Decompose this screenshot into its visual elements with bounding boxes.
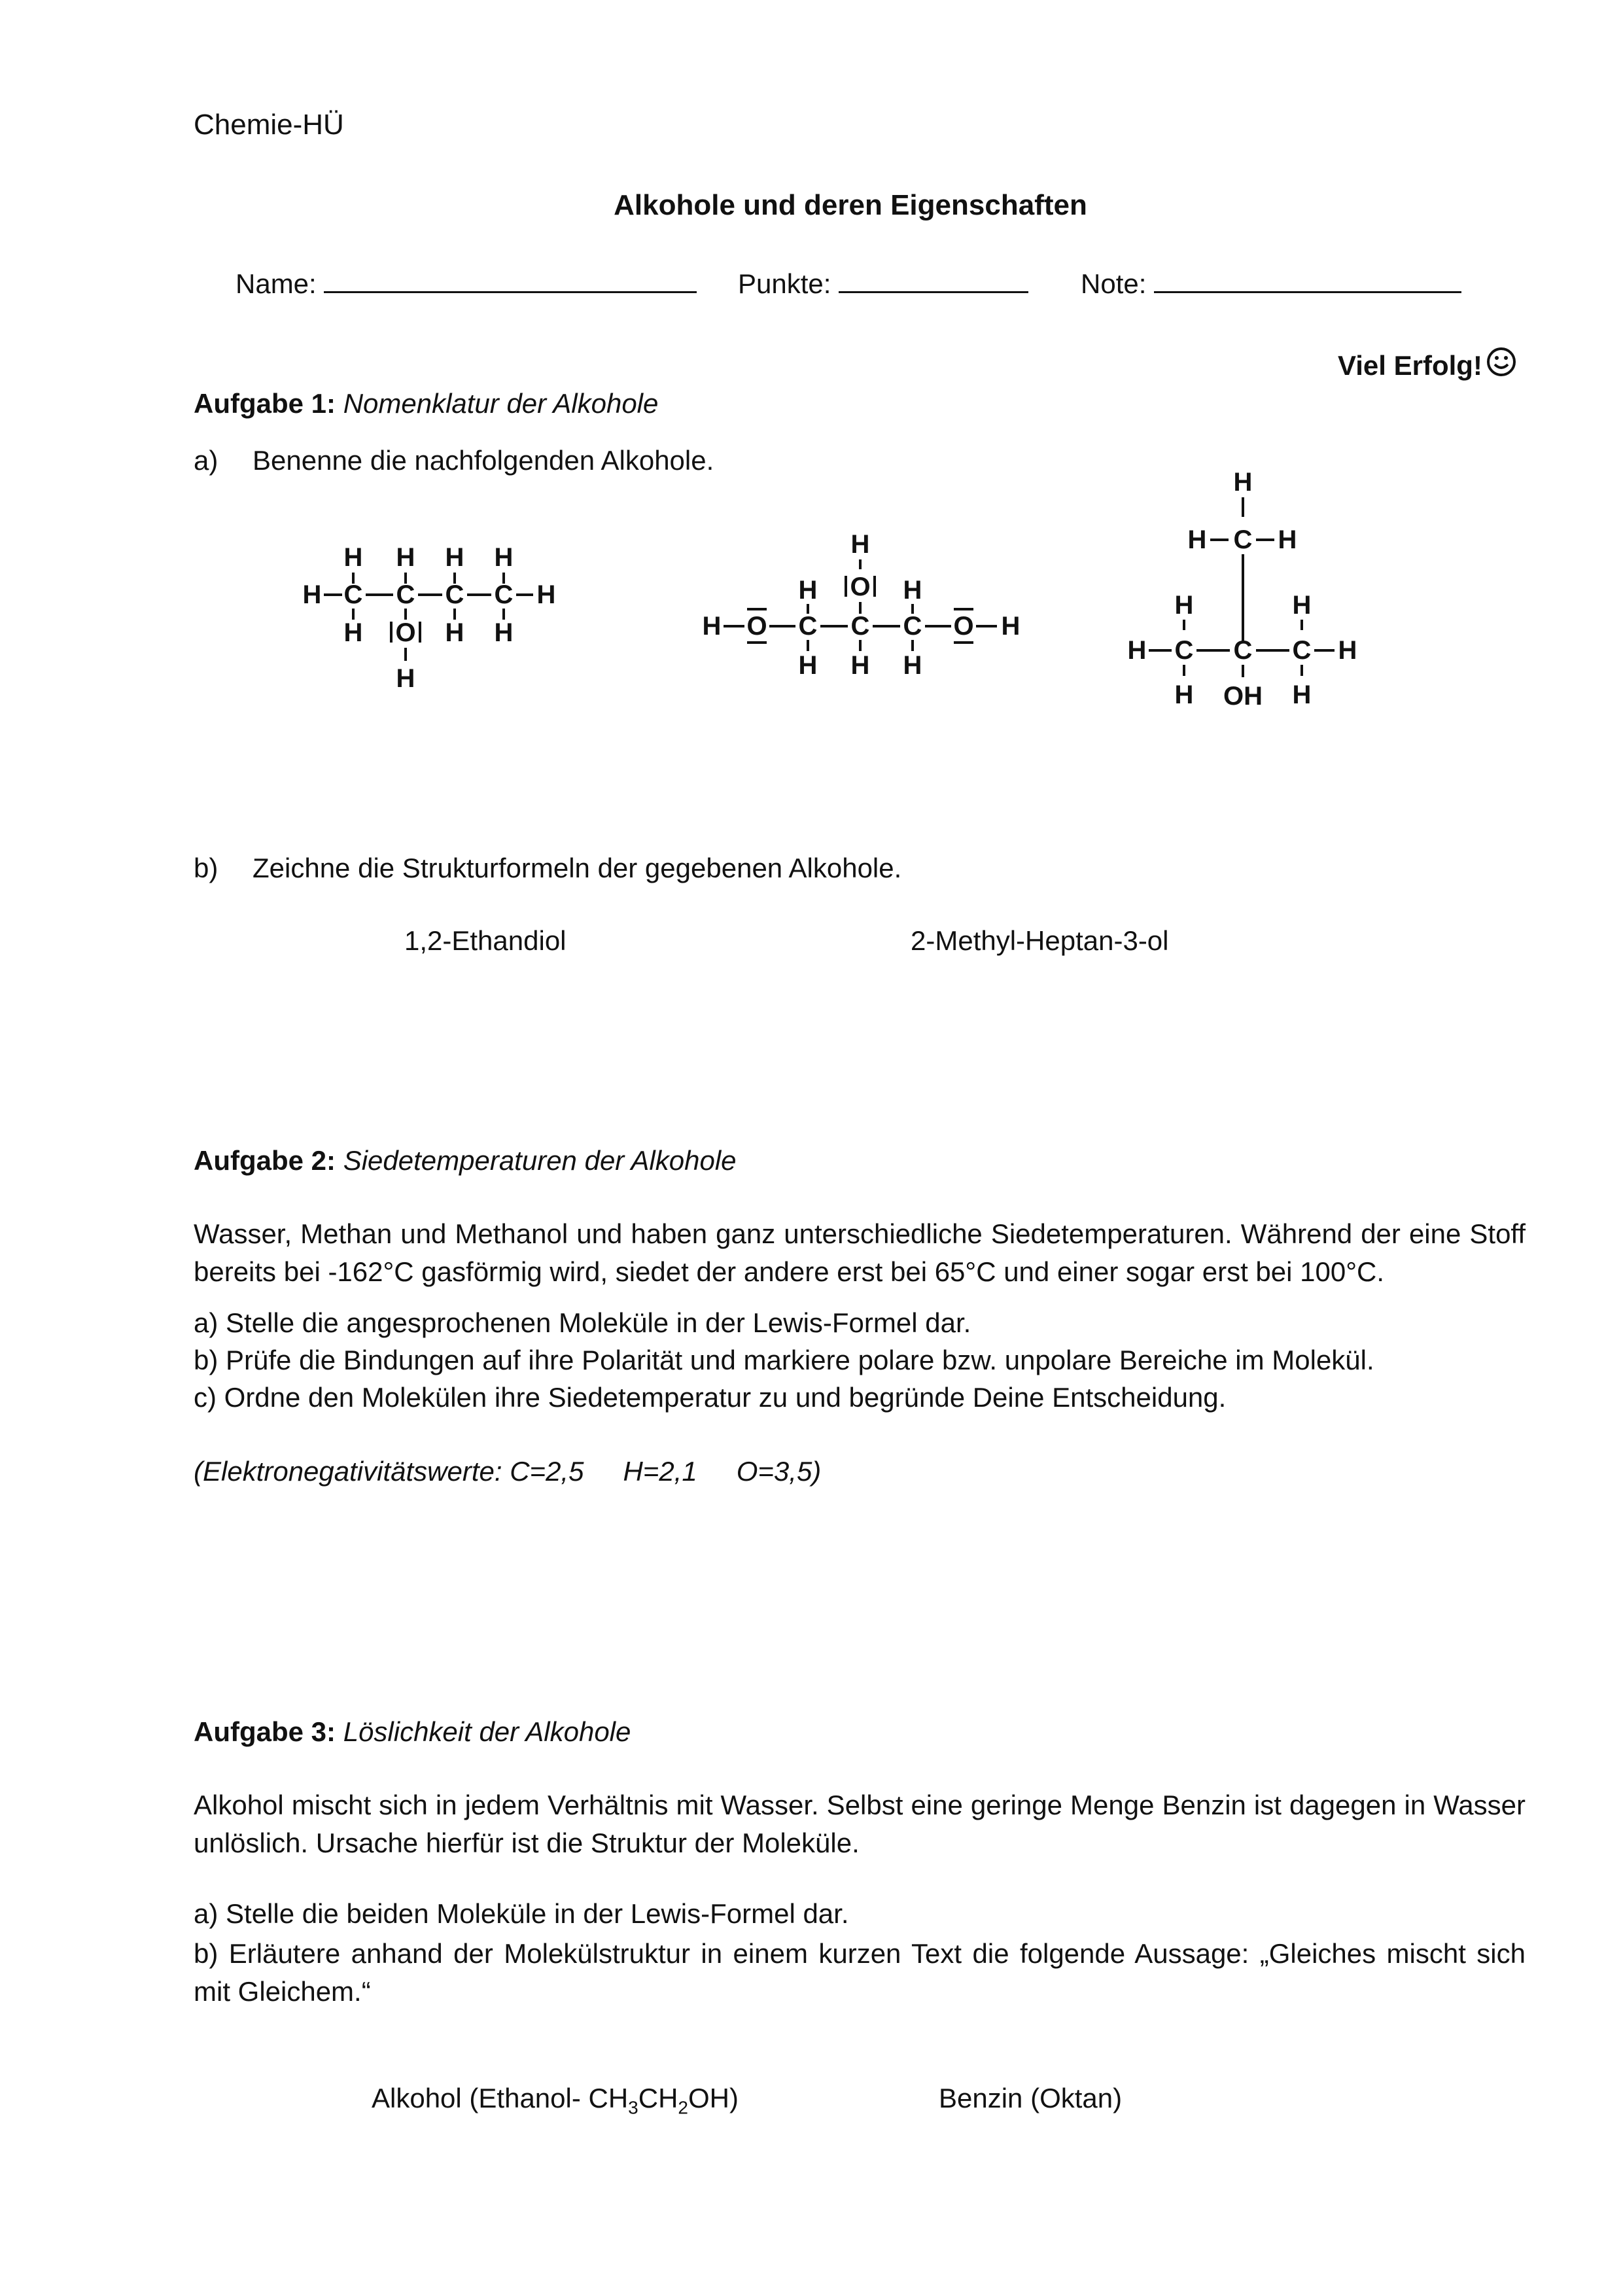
task3-topic: Löslichkeit der Alkohole (343, 1716, 631, 1747)
grade-field[interactable] (1081, 265, 1461, 302)
mol2-atom: O (850, 573, 871, 601)
page-title: Alkohole und deren Eigenschaften (614, 189, 1087, 221)
task2-intro: Wasser, Methan und Methanol und haben ganz unterschiedliche Siedetemperaturen. Während der eine Stoff bereits bei -162°C gasförmig wird, siedet der andere erst bei 65°C und einer sogar erst bei 100°C. (194, 1218, 1526, 1287)
grade-blank[interactable] (1154, 265, 1461, 293)
mol2-atom: H (702, 612, 722, 641)
molecule-glycerol (687, 530, 1040, 713)
mol2-atom: O (746, 612, 767, 641)
compound-2: 2-Methyl-Heptan-3-ol (911, 925, 1169, 956)
points-label: Punkte: (738, 268, 831, 299)
task1-topic: Nomenklatur der Alkohole (343, 388, 659, 419)
mol3-atom: C (1292, 636, 1312, 665)
octane-label: Benzin (Oktan) (939, 2083, 1123, 2113)
mol1-atom: C (494, 580, 514, 609)
task1a-text: Benenne die nachfolgenden Alkohole. (253, 445, 714, 476)
compound-1: 1,2-Ethandiol (404, 925, 567, 956)
mol3-atom: C (1174, 636, 1194, 665)
ethanol-label (372, 2081, 739, 2120)
mol3-atom: H (1278, 525, 1297, 554)
mol1-atom: C (445, 580, 464, 609)
task1b-letter: b) (194, 853, 218, 883)
mol1-atom: C (343, 580, 363, 609)
mol2-atom: H (903, 576, 922, 605)
task2-item-c: c) Ordne den Molekülen ihre Siedetemperatur zu und begründe Deine Entscheidung. (194, 1382, 1227, 1413)
mol3-atom: H (1338, 636, 1357, 665)
en-prefix: (Elektronegativitätswerte: (194, 1456, 510, 1487)
name-label: Name: (236, 268, 317, 299)
name-field[interactable] (236, 265, 697, 302)
greeting-text: Viel Erfolg! (1338, 350, 1482, 381)
task2-label: Aufgabe 2: (194, 1145, 336, 1176)
mol1-atom: H (445, 618, 464, 647)
ethanol-subscript-2: 2 (678, 2097, 688, 2118)
mol1-atom: H (302, 580, 322, 609)
task1-label: Aufgabe 1: (194, 388, 336, 419)
mol1-atom: H (494, 618, 514, 647)
mol3-atom: H (1233, 468, 1253, 497)
smiley-icon (1486, 347, 1516, 377)
task3-item-a: a) Stelle die beiden Moleküle in der Lewis-Formel dar. (194, 1898, 849, 1929)
molecule-butanol (298, 543, 572, 720)
task3-intro: Alkohol mischt sich in jedem Verhältnis mit Wasser. Selbst eine geringe Menge Benzin ist dagegen in Wasser unlöslich. Ursache hierfür ist die Struktur der Moleküle. (194, 1790, 1526, 1858)
mol1-atom: H (494, 543, 514, 572)
name-blank[interactable] (324, 265, 697, 293)
task2-item-b: b) Prüfe die Bindungen auf ihre Polarität und markiere polare bzw. unpolare Bereiche im Molekül. (194, 1345, 1374, 1375)
course-label: Chemie-HÜ (194, 109, 344, 141)
mol1-atom: H (396, 664, 415, 693)
mol2-atom: H (850, 530, 870, 559)
mol1-atom: H (396, 543, 415, 572)
task3-label: Aufgabe 3: (194, 1716, 336, 1747)
mol2-atom: C (798, 612, 818, 641)
en-oxygen: O=3,5) (736, 1456, 822, 1487)
mol1-atom: H (445, 543, 464, 572)
task1-heading (194, 386, 658, 422)
task3-heading (194, 1714, 631, 1750)
mol3-atom: H (1127, 636, 1147, 665)
electronegativity-values (194, 1454, 821, 1490)
grade-label: Note: (1081, 268, 1147, 299)
ethanol-subscript-3: 3 (628, 2097, 638, 2118)
molecule-tert-butanol (1112, 468, 1374, 743)
mol2-atom: H (798, 576, 818, 605)
mol3-atom: H (1174, 591, 1194, 620)
ethanol-suffix: OH) (688, 2083, 739, 2113)
mol1-atom: H (536, 580, 556, 609)
task2-heading (194, 1143, 737, 1179)
points-field[interactable] (738, 265, 1028, 302)
en-carbon: C=2,5 (510, 1456, 584, 1487)
mol2-atom: H (798, 651, 818, 680)
mol2-atom: C (903, 612, 922, 641)
mol2-atom: C (850, 612, 870, 641)
mol1-atom: H (343, 543, 363, 572)
mol1-atom: H (343, 618, 363, 647)
mol3-atom: H (1187, 525, 1207, 554)
en-hydrogen: H=2,1 (623, 1456, 697, 1487)
task2-item-a: a) Stelle die angesprochenen Moleküle in der Lewis-Formel dar. (194, 1307, 971, 1338)
mol2-atom: H (903, 651, 922, 680)
mol3-atom: C (1233, 525, 1253, 554)
mol2-atom: H (850, 651, 870, 680)
task1a-letter: a) (194, 445, 218, 476)
points-blank[interactable] (839, 265, 1028, 293)
task2-topic: Siedetemperaturen der Alkohole (343, 1145, 737, 1176)
mol2-atom: H (1001, 612, 1021, 641)
ethanol-mid: CH (638, 2083, 678, 2113)
mol2-atom: O (953, 612, 974, 641)
mol1-atom: C (396, 580, 415, 609)
mol1-atom: O (395, 618, 416, 647)
mol3-atom: C (1233, 636, 1253, 665)
mol3-atom: H (1292, 591, 1312, 620)
mol3-atom: H (1174, 680, 1194, 709)
mol3-atom: H (1292, 680, 1312, 709)
task3-item-b: b) Erläutere anhand der Molekülstruktur in einem kurzen Text die folgende Aussage: „Gleiches mischt sich mit Gleichem.“ (194, 1938, 1526, 2007)
mol3-hydroxyl: OH (1223, 682, 1263, 711)
ethanol-prefix: Alkohol (Ethanol- CH (372, 2083, 629, 2113)
task1b-text: Zeichne die Strukturformeln der gegebenen Alkohole. (253, 853, 902, 883)
